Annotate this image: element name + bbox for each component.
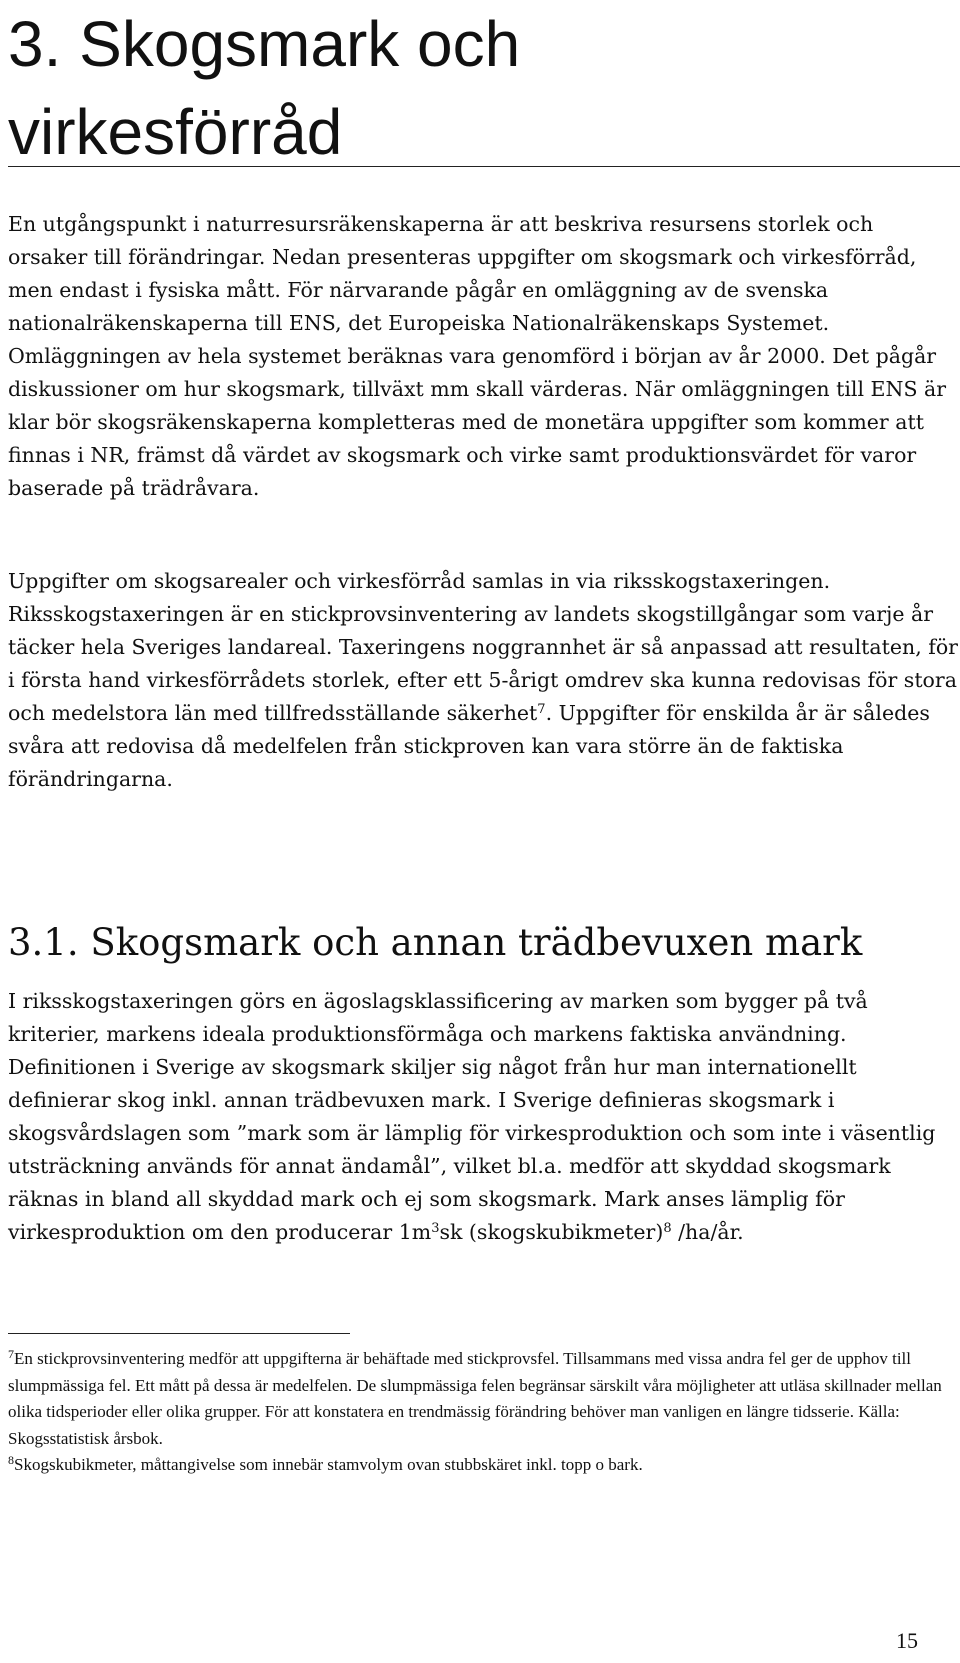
cubic-superscript: 3 (431, 1221, 440, 1236)
survey-paragraph (8, 565, 958, 796)
intro-paragraph: En utgångspunkt i naturresursräkenskaperna är att beskriva resursens storlek och orsaker till förändringar. Nedan presenteras uppgifter om skogsmark och virkesförråd, men endast i fysiska mått. För närvarande pågår en omläggning av de svenska nationalräkenskaperna till ENS, det Europeiska Nationalräkenskaps Systemet. Omläggningen av hela systemet beräknas vara genomförd i början av år 2000. Det pågår diskussioner om hur skogsmark, tillväxt mm skall värderas. När omläggningen till ENS är klar bör skogsräkenskaperna kompletteras med de monetära uppgifter som kommer att finnas i NR, främst då värdet av skogsmark och virke samt produktionsvärdet för varor baserade på trädråvara. (8, 212, 947, 500)
chapter-title-line-1: 3. Skogsmark och (8, 8, 521, 80)
section-paragraph-unit: sk (skogskubikmeter) (439, 1220, 664, 1244)
footnotes (8, 1346, 958, 1479)
footnote-number: 7 (8, 1347, 14, 1361)
footnote-ref-7[interactable]: 7 (537, 702, 546, 717)
title-divider (8, 166, 960, 167)
chapter-title-line-2: virkesförråd (8, 96, 343, 168)
footnote-ref-8[interactable]: 8 (663, 1221, 672, 1236)
footnote-divider (8, 1333, 350, 1334)
footnote-7 (8, 1346, 958, 1452)
page-number: 15 (896, 1628, 918, 1653)
footnote-number: 8 (8, 1453, 14, 1467)
footnote-text: En stickprovsinventering medför att uppgifterna är behäftade med stickprovsfel. Tillsammans med vissa andra fel ger de upphov till slumpmässiga fel. Ett mått på dessa är medelfelen. De slumpmässiga felen begränsar särskilt våra möjligheter att utläsa skillnader mellan olika tidsperioder eller olika grupper. För att konstatera en trendmässig förändring behöver man vanligen en längre tidsserie. Källa: Skogsstatistisk årsbok. (8, 1349, 942, 1448)
section-paragraph-end: /ha/år. (671, 1220, 744, 1244)
survey-paragraph-text-end: . Uppgifter för enskilda år är således svåra att redovisa då medelfelen från stickproven kan vara större än de faktiska förändringarna. (8, 701, 930, 791)
footnote-text: Skogskubikmeter, måttangivelse som innebär stamvolym ovan stubbskäret inkl. topp o bark. (14, 1455, 643, 1474)
section-title: 3.1. Skogsmark och annan trädbevuxen mark (8, 921, 863, 964)
section-paragraph (8, 985, 958, 1249)
footnote-8 (8, 1452, 958, 1479)
survey-paragraph-text: Uppgifter om skogsarealer och virkesförråd samlas in via riksskogstaxeringen. Riksskogstaxeringen är en stickprovsinventering av landets skogstillgångar som varje år täcker hela Sveriges landareal. Taxeringens noggrannhet är så anpassad att resultaten, för i första hand virkesförrådets storlek, efter ett 5-årigt omdrev ska kunna redovisas för stora och medelstora län med tillfredsställande säkerhet (8, 569, 958, 725)
section-paragraph-text: I riksskogstaxeringen görs en ägoslagsklassificering av marken som bygger på två kriterier, markens ideala produktionsförmåga och markens faktiska användning. Definitionen i Sverige av skogsmark skiljer sig något från hur man internationellt definierar skog inkl. annan trädbevuxen mark. I Sverige definieras skogsmark i skogsvårdslagen som ”mark som är lämplig för virkesproduktion och som inte i väsentlig utsträckning används för annat ändamål”, vilket bl.a. medför att skyddad skogsmark räknas in bland all skyddad mark och ej som skogsmark. Mark anses lämplig för virkesproduktion om den producerar 1m (8, 989, 936, 1244)
chapter-title (8, 0, 908, 176)
